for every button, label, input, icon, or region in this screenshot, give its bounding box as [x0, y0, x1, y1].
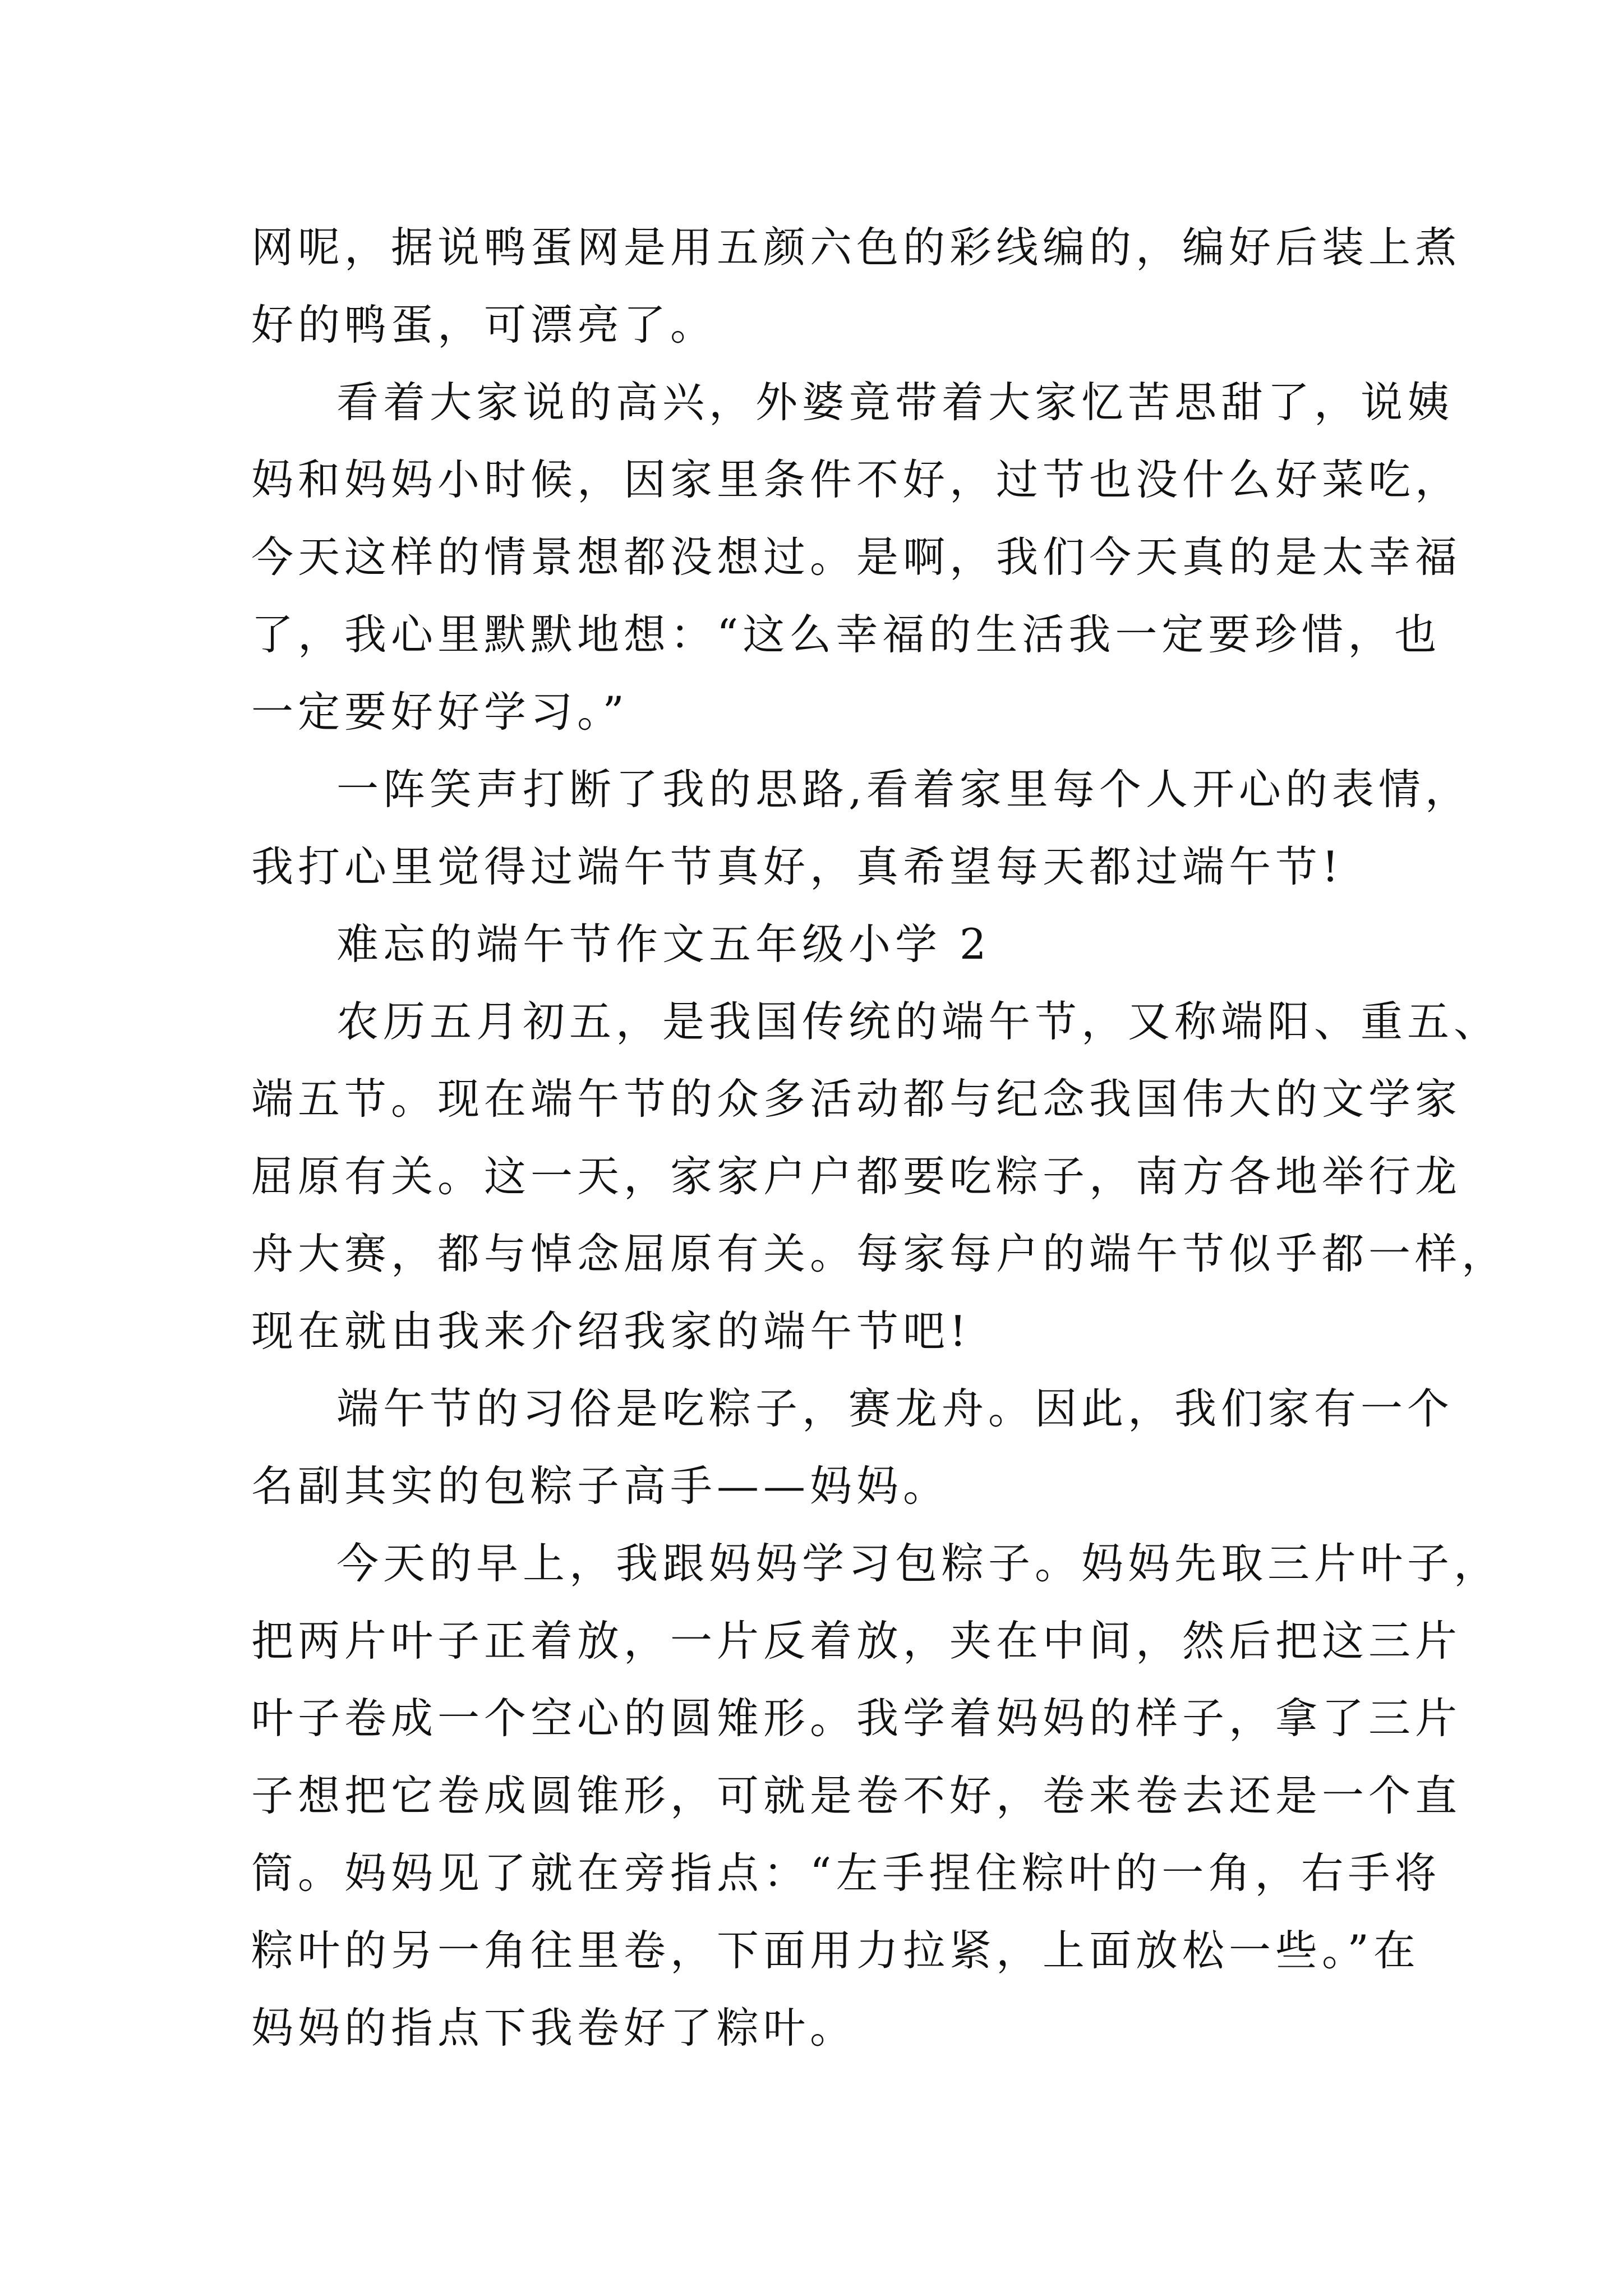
text-line: 筒。妈妈见了就在旁指点：“左手捏住粽叶的一角，右手将	[251, 1848, 1441, 1898]
text-line: 网呢，据说鸭蛋网是用五颜六色的彩线编的，编好后装上煮	[251, 223, 1462, 272]
section-heading: 难忘的端午节作文五年级小学 2	[336, 919, 991, 969]
paragraph-start-line: 今天的早上，我跟妈妈学习包粽子。妈妈先取三片叶子，	[336, 1539, 1501, 1588]
text-line: 一定要好好学习。”	[251, 687, 629, 737]
text-line: 端五节。现在端午节的众多活动都与纪念我国伟大的文学家	[251, 1074, 1462, 1124]
paragraph-start-line: 看着大家说的高兴，外婆竟带着大家忆苦思甜了，说姨	[336, 378, 1454, 427]
text-line: 名副其实的包粽子高手——妈妈。	[251, 1461, 950, 1511]
text-line: 舟大赛，都与悼念屈原有关。每家每户的端午节似乎都一样，	[251, 1229, 1509, 1278]
text-line: 粽叶的另一角往里卷，下面用力拉紧，上面放松一些。”在	[251, 1926, 1420, 1975]
text-line: 了，我心里默默地想：“这么幸福的生活我一定要珍惜，也	[251, 610, 1441, 659]
text-line: 妈和妈妈小时候，因家里条件不好，过节也没什么好菜吃，	[251, 455, 1462, 504]
document-body	[251, 209, 1509, 2067]
text-line: 屈原有关。这一天，家家户户都要吃粽子，南方各地举行龙	[251, 1152, 1462, 1201]
paragraph-start-line: 端午节的习俗是吃粽子，赛龙舟。因此，我们家有一个	[336, 1384, 1454, 1433]
paragraph-start-line: 一阵笑声打断了我的思路,看着家里每个人开心的表情，	[336, 765, 1472, 814]
text-line: 把两片叶子正着放，一片反着放，夹在中间，然后把这三片	[251, 1616, 1462, 1665]
text-line: 子想把它卷成圆锥形，可就是卷不好，卷来卷去还是一个直	[251, 1771, 1462, 1820]
paragraph-start-line: 农历五月初五，是我国传统的端午节，又称端阳、重五、	[336, 997, 1501, 1046]
text-line: 我打心里觉得过端午节真好，真希望每天都过端午节!	[251, 842, 1344, 891]
text-line: 今天这样的情景想都没想过。是啊，我们今天真的是太幸福	[251, 532, 1462, 582]
text-line: 妈妈的指点下我卷好了粽叶。	[251, 2003, 857, 2053]
text-line: 叶子卷成一个空心的圆雉形。我学着妈妈的样子，拿了三片	[251, 1694, 1462, 1743]
text-line: 好的鸭蛋，可漂亮了。	[251, 300, 717, 349]
text-line: 现在就由我来介绍我家的端午节吧!	[251, 1306, 971, 1356]
